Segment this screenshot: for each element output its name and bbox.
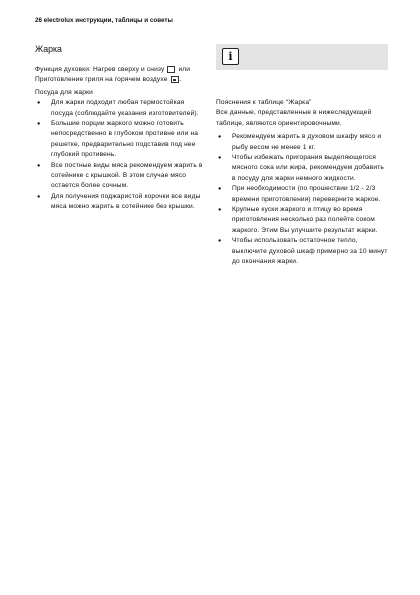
cookware-heading: Посуда для жарки <box>35 88 93 96</box>
table-notes-intro: Все данные, представленные в нижеследующей таблице, являются ориентировочными. <box>216 109 372 127</box>
list-item: ● Все постные виды мяса рекомендуем жарить в сотейнике с крышкой. В этом случае мясо остается более сочным. <box>35 161 207 192</box>
notes-list <box>216 132 388 267</box>
top-bottom-heat-icon <box>167 66 175 73</box>
right-column <box>216 44 388 268</box>
list-item: ● Рекомендуем жарить в духовом шкафу мясо и рыбу весом не менее 1 кг. <box>216 132 388 153</box>
left-column <box>35 44 207 213</box>
list-item: ● Крупные куски жаркого и птицу во время приготовления несколько раз полейте соком жаркого. Этим Вы улучшите результат жарки. <box>216 205 388 236</box>
list-item: ● Чтобы использовать остаточное тепло, выключите духовой шкаф примерно за 10 минут до окончания жарки. <box>216 236 388 267</box>
info-icon: i <box>222 48 239 65</box>
info-box <box>216 44 388 70</box>
list-item: ● Большие порции жаркого можно готовить непосредственно в глубоком противне или на решетке, предварительно подставив под нее глубокий противень. <box>35 119 207 161</box>
function-text-middle: или Приготовление гриля на горячем воздухе <box>35 66 191 84</box>
list-item: ● Чтобы избежать пригорания выделяющегося мясного сока или жира, рекомендуем добавить в посуду для жарки немного жидкости. <box>216 153 388 184</box>
function-text-end: . <box>179 76 182 84</box>
cookware-list <box>35 98 207 212</box>
list-item: ● При необходимости (по прошествии 1/2 - 2/3 времени приготовления) переверните жаркое. <box>216 184 388 205</box>
function-text-start: Функция духовки: Нагрев сверху и снизу <box>35 66 165 73</box>
list-item: ● Для жарки подходит любая термостойкая посуда (соблюдайте указания изготовителей). <box>35 98 207 119</box>
grill-fan-icon <box>171 76 179 83</box>
table-notes-title: Пояснения к таблице “Жарка” <box>216 99 312 106</box>
list-item: ● Для получения поджаристой корочки все виды мяса можно жарить в сотейнике без крышки. <box>35 192 207 213</box>
section-title: Жарка <box>35 44 62 54</box>
page-header: 26 electrolux инструкции, таблицы и советы <box>35 17 173 24</box>
oven-function-text <box>35 65 207 86</box>
